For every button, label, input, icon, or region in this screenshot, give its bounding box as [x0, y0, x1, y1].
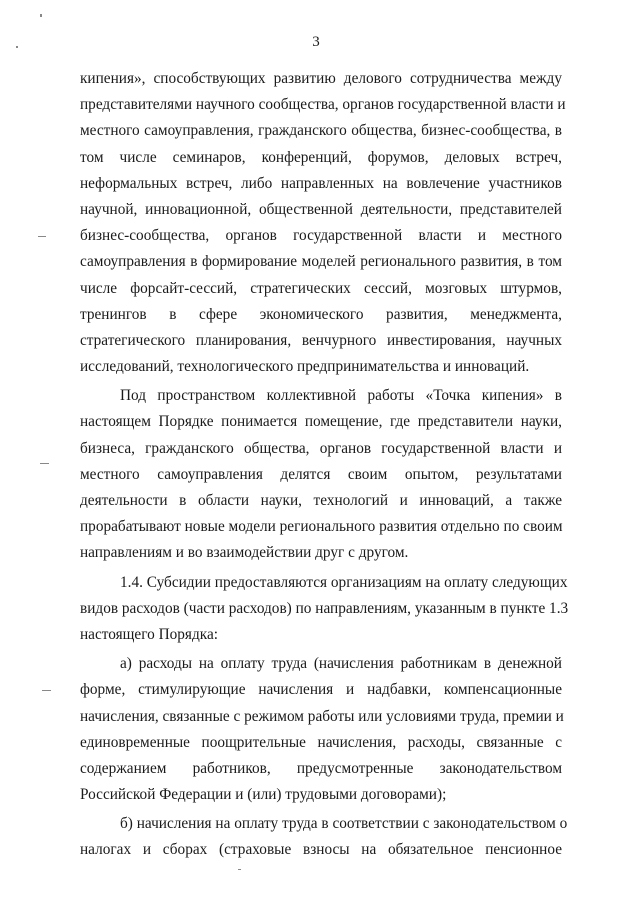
- text-line: единовременные поощрительные начисления, расходы, связанные с: [80, 733, 562, 751]
- paragraph: [80, 811, 568, 863]
- scan-speck: [42, 690, 51, 691]
- text-line: местного самоуправления делятся своим опытом, результатами: [80, 465, 562, 483]
- document-body: [80, 66, 569, 864]
- text-line: исследований, технологического предпринимательства и инноваций.: [80, 358, 530, 376]
- text-line: тренингов в сфере экономического развития, менеджмента,: [80, 305, 562, 323]
- paragraph: [80, 383, 562, 566]
- text-line: Российской Федерации и (или) трудовыми договорами);: [80, 786, 447, 804]
- text-line: б) начисления на оплату труда в соответствии с законодательством о: [120, 815, 568, 833]
- text-line: направлениям и во взаимодействии друг с другом.: [80, 544, 409, 562]
- text-line: деятельности в области науки, технологий и инноваций, а также: [80, 492, 562, 509]
- text-line: местного самоуправления, гражданского общества, бизнес-сообщества, в: [80, 122, 562, 140]
- text-line: том числе семинаров, конференций, форумов, деловых встреч,: [80, 148, 562, 166]
- text-line: научной, инновационной, общественной деятельности, представителей: [80, 200, 562, 218]
- scan-speck: [40, 14, 42, 17]
- text-line: налогах и сборах (страховые взносы на обязательное пенсионное: [80, 841, 562, 859]
- page-number: 3: [312, 34, 320, 50]
- text-line: 1.4. Субсидии предоставляются организациям на оплату следующих: [120, 573, 568, 591]
- scan-speck: [238, 869, 241, 870]
- text-line: стратегического планирования, венчурного инвестирования, научных: [80, 331, 562, 349]
- text-line: числе форсайт-сессий, стратегических сессий, мозговых штурмов,: [80, 279, 562, 297]
- text-line: представителями научного сообщества, органов государственной власти и: [80, 96, 566, 114]
- text-line: форме, стимулирующие начисления и надбавки, компенсационные: [80, 681, 562, 699]
- scan-speck: [38, 236, 46, 237]
- text-line: неформальных встреч, либо направленных на вовлечение участников: [80, 174, 562, 192]
- text-line: настоящего Порядка:: [80, 625, 218, 643]
- text-line: содержанием работников, предусмотренные законодательством: [80, 759, 562, 777]
- text-line: настоящем Порядке понимается помещение, где представители науки,: [80, 413, 562, 431]
- paragraph: [80, 570, 569, 649]
- text-line: бизнес-сообщества, органов государственной власти и местного: [80, 227, 562, 245]
- text-line: бизнеса, гражданского общества, органов государственной власти и: [80, 439, 562, 457]
- scan-speck: [40, 463, 49, 464]
- text-line: прорабатывают новые модели регионального развития отдельно по своим: [80, 518, 563, 536]
- text-line: видов расходов (части расходов) по направлениям, указанным в пункте 1.3: [80, 599, 569, 617]
- paragraph: [80, 651, 562, 808]
- text-line: Под пространством коллективной работы «Точка кипения» в: [120, 387, 562, 405]
- text-line: а) расходы на оплату труда (начисления работникам в денежной: [120, 655, 562, 673]
- text-line: кипения», способствующих развитию делового сотрудничества между: [80, 70, 562, 87]
- paragraph: [80, 66, 566, 380]
- text-line: начисления, связанные с режимом работы или условиями труда, премии и: [80, 707, 564, 725]
- text-line: самоуправления в формирование моделей регионального развития, в том: [80, 253, 562, 271]
